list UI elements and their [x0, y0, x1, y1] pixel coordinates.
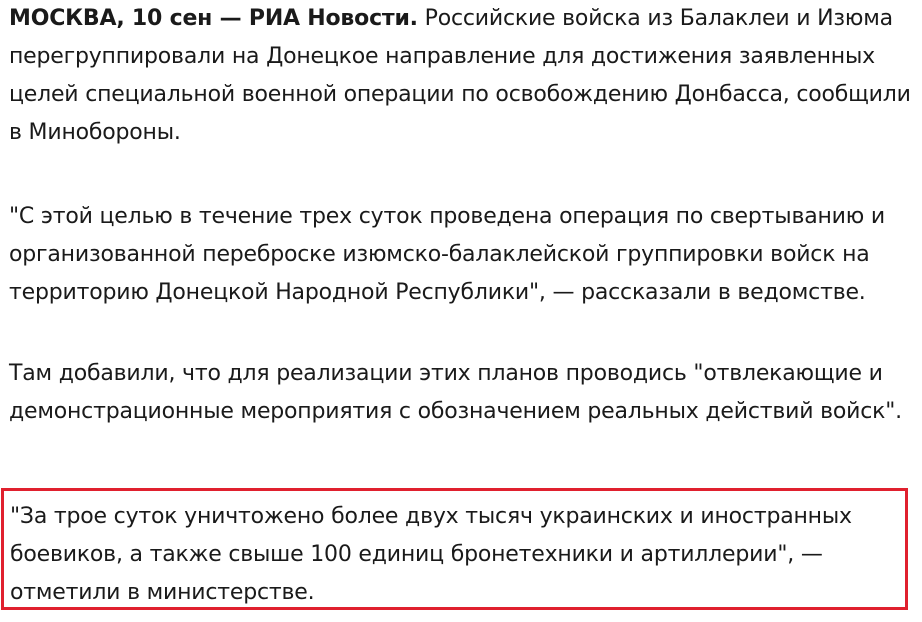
highlighted-quote-box	[1, 488, 908, 610]
quote-paragraph: "С этой целью в течение трех суток проведена операция по свертыванию и организованной переброске изюмско-балаклейской группировки войск на территорию Донецкой Народной Республики", — рассказали в ведомстве.	[9, 204, 885, 305]
lead-paragraph	[9, 0, 914, 152]
dateline: МОСКВА, 10 сен — РИА Новости.	[9, 6, 418, 31]
lead-text: Российские войска из Балаклеи и Изюма перегруппировали на Донецкое направление для достижения заявленных целей специальной военной операции по освобождению Донбасса, сообщили в Минобороны.	[9, 6, 911, 145]
highlighted-quote: "За трое суток уничтожено более двух тысяч украинских и иностранных боевиков, а также свыше 100 единиц бронетехники и артиллерии", — отметили в министерстве.	[10, 504, 852, 605]
paragraph-diversion: Там добавили, что для реализации этих планов проводись "отвлекающие и демонстрационные мероприятия с обозначением реальных действий войск".	[9, 361, 902, 424]
